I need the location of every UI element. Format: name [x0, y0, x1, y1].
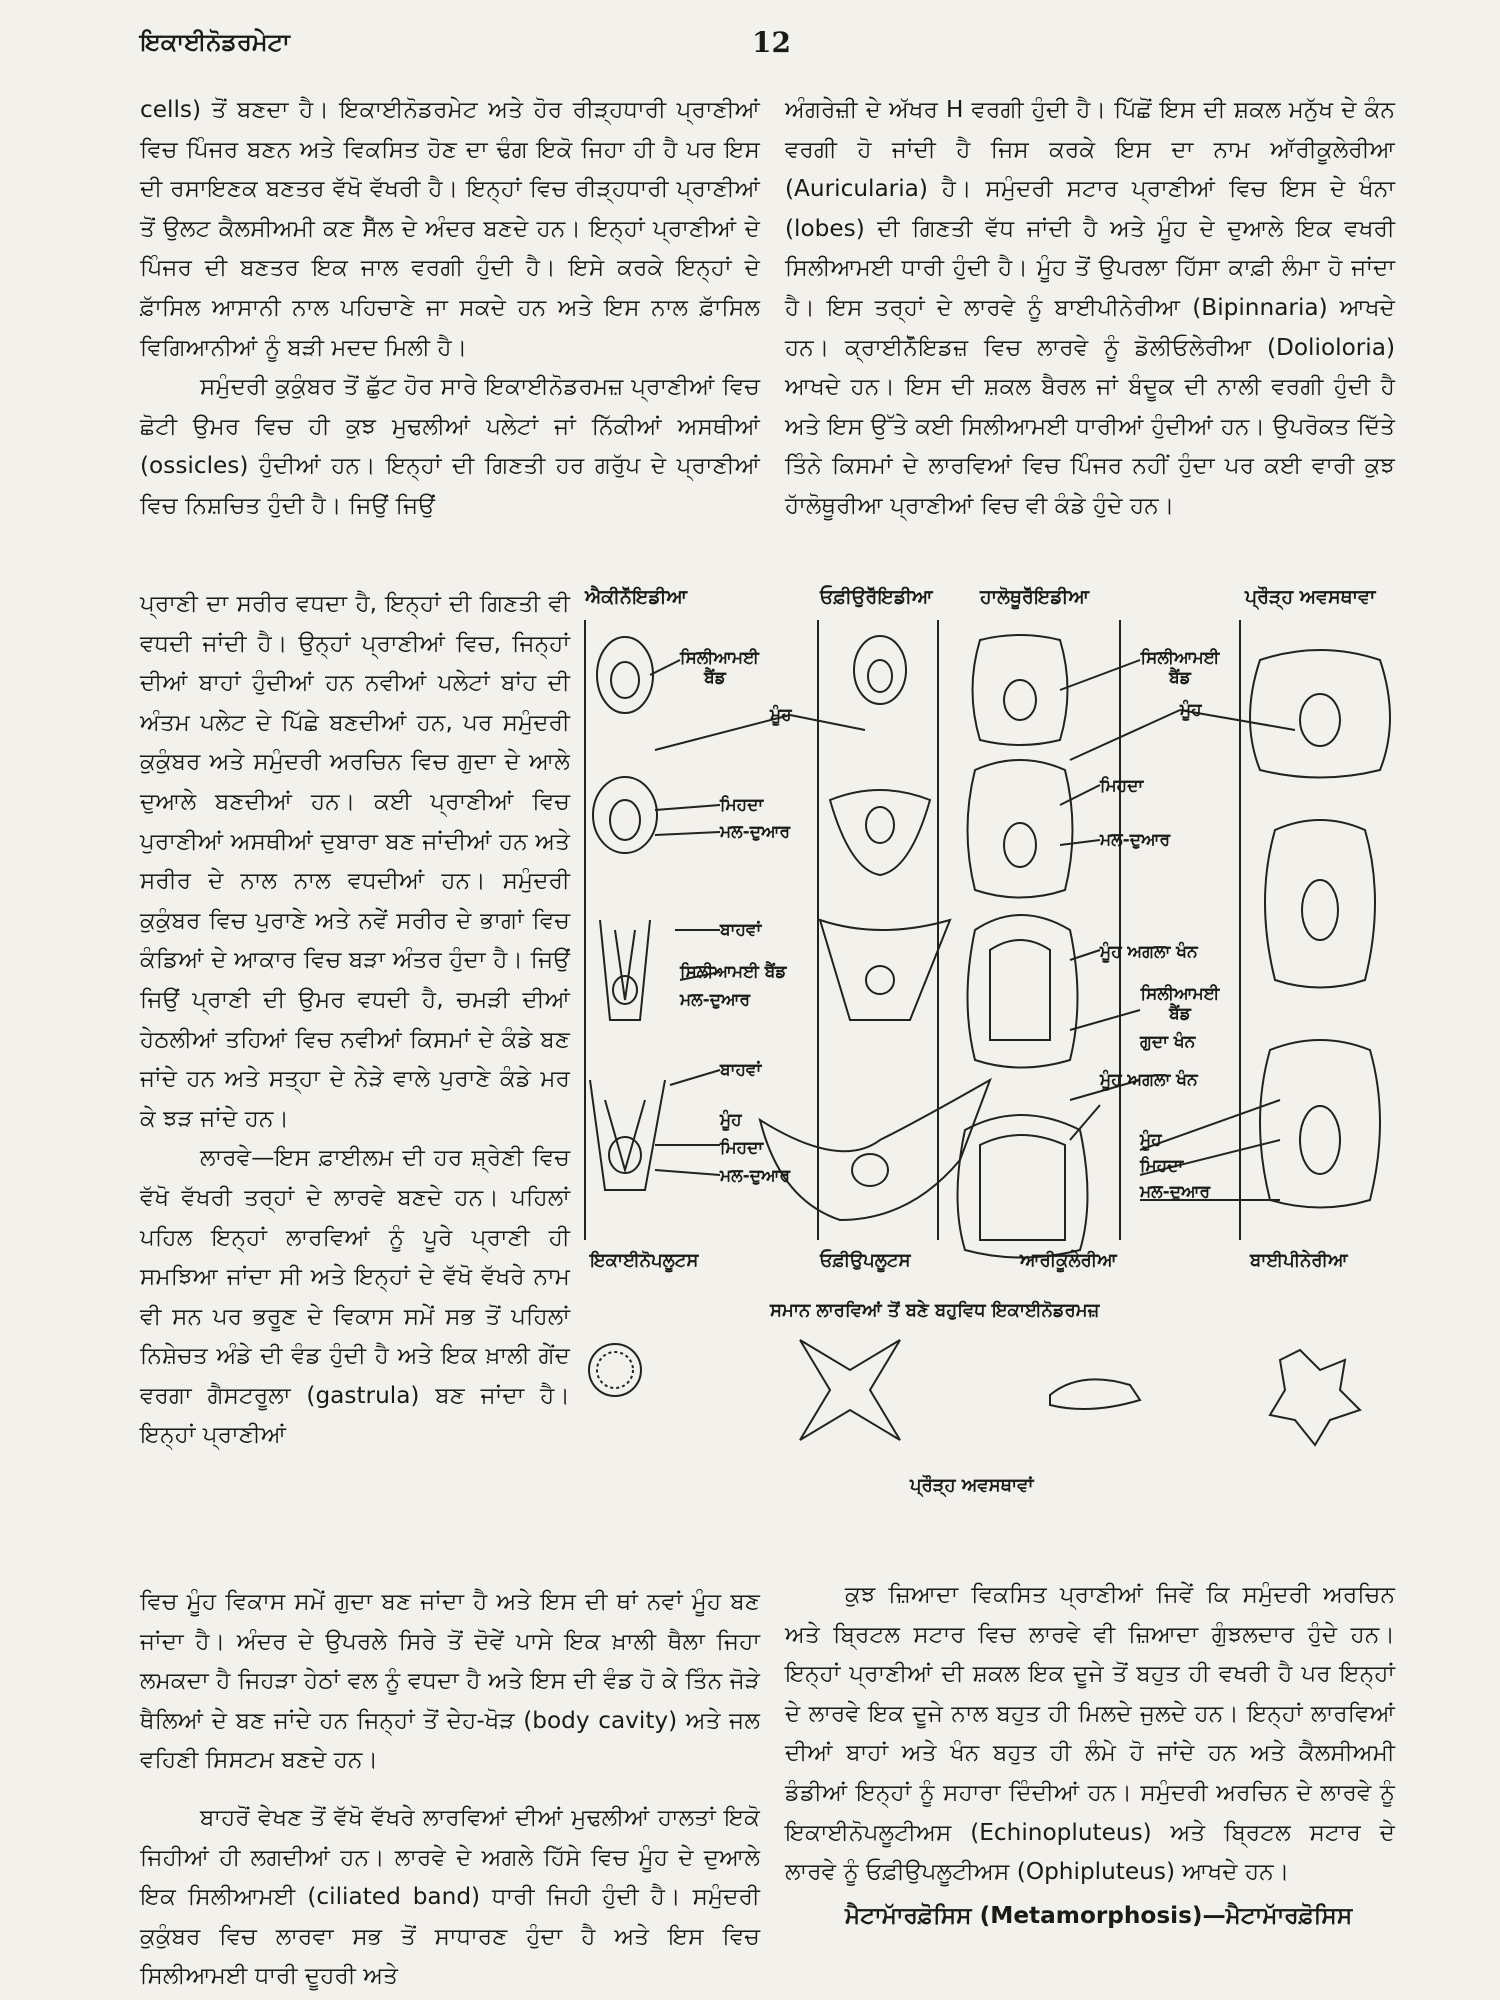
running-title: ਇਕਾਈਨੋਡਰਮੇਟਾ [140, 28, 290, 56]
label-stomach-right: ਮਿਹਦਾ [1100, 776, 1144, 796]
left-column-top [140, 90, 760, 526]
label-mouth-right: ਮੂੰਹ [1180, 700, 1202, 720]
larva-name-echinopluteus: ਇਕਾਈਨੋਪਲੂਟਸ [590, 1250, 699, 1271]
label-anus-2: ਮਲ-ਦੁਆਰ [680, 990, 751, 1010]
label-stomach: ਮਿਹਦਾ [720, 795, 764, 815]
column-heading-holothuroidea: ਹਾਲੋਥੂਰੋੱਇਡੀਆ [980, 586, 1090, 608]
label-mouth-right-2: ਮੂੰਹ [1140, 1130, 1162, 1150]
label-stomach-right-2: ਮਿਹਦਾ [1140, 1156, 1184, 1176]
label-anus: ਮਲ-ਦੁਆਰ [720, 822, 791, 842]
left-column-bottom [140, 1582, 760, 1996]
label-anal-lobe: ਗੁਦਾ ਖੰਨ [1140, 1032, 1196, 1052]
right-column-bottom [785, 1575, 1395, 1935]
larvae-figure [580, 586, 1410, 1520]
column-heading-echinoidea: ਐਕੀਨੋੱਇਡੀਆ [585, 586, 688, 608]
label-ciliary-band-2: ਸਿਲੀਆਮਈ ਬੈਂਡ [680, 962, 787, 982]
larva-name-auricularia: ਆਰੀਕੂਲੇਰੀਆ [1020, 1250, 1117, 1271]
figure-caption-adult: ਪ੍ਰੌੜ੍ਹ ਅਵਸਥਾਵਾਂ [910, 1475, 1034, 1496]
larva-name-ophiopluteus: ਓਫ਼ੀਉਪਲੂਟਸ [820, 1250, 911, 1271]
label-mouth-front-lobe: ਮੂੰਹ ਅਗਲਾ ਖੰਨ [1100, 942, 1198, 962]
label-anus-right: ਮਲ-ਦੁਆਰ [1100, 830, 1171, 850]
larva-name-bipinnaria: ਬਾਈਪੀਨੇਰੀਆ [1250, 1250, 1348, 1271]
label-anus-right-2: ਮਲ-ਦੁਆਰ [1140, 1182, 1211, 1202]
column-heading-adult-stages: ਪ੍ਰੌੜ੍ਹ ਅਵਸਥਾਵਾ [1245, 586, 1376, 608]
right-column-top [785, 90, 1395, 526]
figure-caption-main: ਸਮਾਨ ਲਾਰਵਿਆਂ ਤੋਂ ਬਣੇ ਬਹੁਵਿਧ ਇਕਾਈਨੋਡਰਮਜ਼ [770, 1300, 1100, 1321]
label-mouth-2: ਮੂੰਹ [720, 1110, 742, 1130]
paragraph-pluteus: ਕੁਝ ਜ਼ਿਆਦਾ ਵਿਕਸਿਤ ਪ੍ਰਾਣੀਆਂ ਜਿਵੇਂ ਕਿ ਸਮੁੰਦਰੀ ਅਰਚਿਨ ਅਤੇ ਬ੍ਰਿਟਲ ਸਟਾਰ ਵਿਚ ਲਾਰਵੇ ਵੀ ਜ਼ਿਆਦਾ ਗੁੰਝਲਦਾਰ ਹੁੰਦੇ ਹਨ। ਇਨ੍ਹਾਂ ਪ੍ਰਾਣੀਆਂ ਦੀ ਸ਼ਕਲ ਇਕ ਦੂਜੇ ਤੋਂ ਬਹੁਤ ਹੀ ਵਖਰੀ ਹੈ ਪਰ ਇਨ੍ਹਾਂ ਦੇ ਲਾਰਵੇ ਇਕ ਦੂਜੇ ਨਾਲ ਬਹੁਤ ਹੀ ਮਿਲਦੇ ਜੁਲਦੇ ਹਨ। ਇਨ੍ਹਾਂ ਲਾਰਵਿਆਂ ਦੀਆਂ ਬਾਹਾਂ ਅਤੇ ਖੰਨ ਬਹੁਤ ਹੀ ਲੰਮੇ ਹੋ ਜਾਂਦੇ ਹਨ ਅਤੇ ਕੈਲਸੀਅਮੀ ਡੰਡੀਆਂ ਇਨ੍ਹਾਂ ਨੂੰ ਸਹਾਰਾ ਦਿੰਦੀਆਂ ਹਨ। ਸਮੁੰਦਰੀ ਅਰਚਿਨ ਦੇ ਲਾਰਵੇ ਨੂੰ ਇਕਾਈਨੋਪਲੂਟੀਅਸ (Echinopluteus) ਅਤੇ ਬ੍ਰਿਟਲ ਸਟਾਰ ਦੇ ਲਾਰਵੇ ਨੂੰ ਓਫ਼ੀਉਪਲੂਟੀਅਸ (Ophipluteus) ਆਖਦੇ ਹਨ। [785, 1581, 1395, 1886]
larvae-drawings [580, 600, 1410, 1520]
paragraph-development: ਵਿਚ ਮੂੰਹ ਵਿਕਾਸ ਸਮੇਂ ਗੁਦਾ ਬਣ ਜਾਂਦਾ ਹੈ ਅਤੇ ਇਸ ਦੀ ਥਾਂ ਨਵਾਂ ਮੂੰਹ ਬਣ ਜਾਂਦਾ ਹੈ। ਅੰਦਰ ਦੇ ਉਪਰਲੇ ਸਿਰੇ ਤੋਂ ਦੋਵੇਂ ਪਾਸੇ ਇਕ ਖ਼ਾਲੀ ਥੈਲਾ ਜਿਹਾ ਲਮਕਦਾ ਹੈ ਜਿਹੜਾ ਹੇਠਾਂ ਵਲ ਨੂੰ ਵਧਦਾ ਹੈ ਅਤੇ ਇਸ ਦੀ ਵੰਡ ਹੋ ਕੇ ਤਿੰਨ ਜੋੜੇ ਥੈਲਿਆਂ ਦੇ ਬਣ ਜਾਂਦੇ ਹਨ ਜਿਨ੍ਹਾਂ ਤੋਂ ਦੇਹ-ਖੋੜ (body cavity) ਅਤੇ ਜਲ ਵਹਿਣੀ ਸਿਸਟਮ ਬਣਦੇ ਹਨ। [140, 1588, 760, 1774]
label-ciliary-band-right: ਸਿਲੀਆਮਈ ਬੈਂਡ [1140, 648, 1220, 688]
label-arms-2: ਬਾਹਵਾਂ [720, 1060, 762, 1080]
label-ciliary-band-right-2: ਸਿਲੀਆਮਈ ਬੈਂਡ [1140, 984, 1220, 1024]
label-mouth: ਮੂੰਹ [770, 705, 792, 725]
metamorphosis-heading: ਮੈਟਾਮਾੱਰਫ਼ੋਸਿਸ (Metamorphosis)—ਮੈਟਾਮਾੱਰਫ਼ੋਸਿਸ [845, 1901, 1353, 1929]
label-arms: ਬਾਹਵਾਂ [720, 920, 762, 940]
paragraph-ossicles: ਸਮੁੰਦਰੀ ਕੁਕੁੰਬਰ ਤੋਂ ਛੁੱਟ ਹੋਰ ਸਾਰੇ ਇਕਾਈਨੋਡਰਮਜ਼ ਪ੍ਰਾਣੀਆਂ ਵਿਚ ਛੋਟੀ ਉਮਰ ਵਿਚ ਹੀ ਕੁਝ ਮੁਢਲੀਆਂ ਪਲੇਟਾਂ ਜਾਂ ਨਿੱਕੀਆਂ ਅਸਥੀਆਂ (ossicles) ਹੁੰਦੀਆਂ ਹਨ। ਇਨ੍ਹਾਂ ਦੀ ਗਿਣਤੀ ਹਰ ਗਰੁੱਪ ਦੇ ਪ੍ਰਾਣੀਆਂ ਵਿਚ ਨਿਸ਼ਚਿਤ ਹੁੰਦੀ ਹੈ। ਜਿਉਂ ਜਿਉਂ [140, 373, 760, 519]
label-anus-3: ਮਲ-ਦੁਆਰ [720, 1166, 791, 1186]
label-stomach-2: ਮਿਹਦਾ [720, 1138, 764, 1158]
label-mouth-front-lobe-2: ਮੂੰਹ ਅਗਲਾ ਖੰਨ [1100, 1070, 1198, 1090]
paragraph-skeleton: cells) ਤੋਂ ਬਣਦਾ ਹੈ। ਇਕਾਈਨੋਡਰਮੇਟ ਅਤੇ ਹੋਰ ਰੀੜ੍ਹਧਾਰੀ ਪ੍ਰਾਣੀਆਂ ਵਿਚ ਪਿੰਜਰ ਬਣਨ ਅਤੇ ਵਿਕਸਿਤ ਹੋਣ ਦਾ ਢੰਗ ਇਕੋ ਜਿਹਾ ਹੀ ਹੈ ਪਰ ਇਸ ਦੀ ਰਸਾਇਣਕ ਬਣਤਰ ਵੱਖੋ ਵੱਖਰੀ ਹੈ। ਇਨ੍ਹਾਂ ਵਿਚ ਰੀੜ੍ਹਧਾਰੀ ਪ੍ਰਾਣੀਆਂ ਤੋਂ ਉਲਟ ਕੈਲਸੀਅਮੀ ਕਣ ਸੈੱਲ ਦੇ ਅੰਦਰ ਬਣਦੇ ਹਨ। ਇਨ੍ਹਾਂ ਪ੍ਰਾਣੀਆਂ ਦੇ ਪਿੰਜਰ ਦੀ ਬਣਤਰ ਇਕ ਜਾਲ ਵਰਗੀ ਹੁੰਦੀ ਹੈ। ਇਸੇ ਕਰਕੇ ਇਨ੍ਹਾਂ ਦੇ ਫ਼ਾੱਸਿਲ ਆਸਾਨੀ ਨਾਲ ਪਹਿਚਾਣੇ ਜਾ ਸਕਦੇ ਹਨ ਅਤੇ ਇਸ ਨਾਲ ਫ਼ਾੱਸਿਲ ਵਿਗਿਆਨੀਆਂ ਨੂੰ ਬੜੀ ਮਦਦ ਮਿਲੀ ਹੈ। [140, 96, 760, 361]
paragraph-larvae: ਲਾਰਵੇ—ਇਸ ਫ਼ਾਈਲਮ ਦੀ ਹਰ ਸ਼੍ਰੇਣੀ ਵਿਚ ਵੱਖੋ ਵੱਖਰੀ ਤਰ੍ਹਾਂ ਦੇ ਲਾਰਵੇ ਬਣਦੇ ਹਨ। ਪਹਿਲਾਂ ਪਹਿਲ ਇਨ੍ਹਾਂ ਲਾਰਵਿਆਂ ਨੂੰ ਪੂਰੇ ਪ੍ਰਾਣੀ ਹੀ ਸਮਝਿਆ ਜਾਂਦਾ ਸੀ ਅਤੇ ਇਨ੍ਹਾਂ ਦੇ ਵੱਖੋ ਵੱਖਰੇ ਨਾਮ ਵੀ ਸਨ ਪਰ ਭਰੂਣ ਦੇ ਵਿਕਾਸ ਸਮੇਂ ਸਭ ਤੋਂ ਪਹਿਲਾਂ ਨਿਸ਼ੇਚਤ ਅੰਡੇ ਦੀ ਵੰਡ ਹੁੰਦੀ ਹੈ ਅਤੇ ਇਕ ਖ਼ਾਲੀ ਗੇਂਦ ਵਰਗਾ ਗੈਸਟਰੂਲਾ (gastrula) ਬਣ ਜਾਂਦਾ ਹੈ। ਇਨ੍ਹਾਂ ਪ੍ਰਾਣੀਆਂ [140, 1144, 570, 1449]
paragraph-early-stages: ਬਾਹਰੋਂ ਵੇਖਣ ਤੋਂ ਵੱਖੋ ਵੱਖਰੇ ਲਾਰਵਿਆਂ ਦੀਆਂ ਮੁਢਲੀਆਂ ਹਾਲਤਾਂ ਇਕੋ ਜਿਹੀਆਂ ਹੀ ਲਗਦੀਆਂ ਹਨ। ਲਾਰਵੇ ਦੇ ਅਗਲੇ ਹਿੱਸੇ ਵਿਚ ਮੂੰਹ ਦੇ ਦੁਆਲੇ ਇਕ ਸਿਲੀਆਮਈ (ciliated band) ਧਾਰੀ ਜਿਹੀ ਹੁੰਦੀ ਹੈ। ਸਮੁੰਦਰੀ ਕੁਕੁੰਬਰ ਵਿਚ ਲਾਰਵਾ ਸਭ ਤੋਂ ਸਾਧਾਰਣ ਹੁੰਦਾ ਹੈ ਅਤੇ ਇਸ ਵਿਚ ਸਿਲੀਆਮਈ ਧਾਰੀ ਦੂਹਰੀ ਅਤੇ [140, 1803, 760, 1990]
label-ciliary-band: ਸਿਲੀਆਮਈ ਬੈਂਡ [680, 648, 759, 688]
paragraph-auricularia: ਅੰਗਰੇਜ਼ੀ ਦੇ ਅੱਖਰ H ਵਰਗੀ ਹੁੰਦੀ ਹੈ। ਪਿੱਛੋਂ ਇਸ ਦੀ ਸ਼ਕਲ ਮਨੁੱਖ ਦੇ ਕੰਨ ਵਰਗੀ ਹੋ ਜਾਂਦੀ ਹੈ ਜਿਸ ਕਰਕੇ ਇਸ ਦਾ ਨਾਮ ਆੱਰੀਕੂਲੇਰੀਆ (Auricularia) ਹੈ। ਸਮੁੰਦਰੀ ਸਟਾਰ ਪ੍ਰਾਣੀਆਂ ਵਿਚ ਇਸ ਦੇ ਖੰਨਾ (lobes) ਦੀ ਗਿਣਤੀ ਵੱਧ ਜਾਂਦੀ ਹੈ ਅਤੇ ਮੂੰਹ ਦੇ ਦੁਆਲੇ ਇਕ ਵਖਰੀ ਸਿਲੀਆਮਈ ਧਾਰੀ ਹੁੰਦੀ ਹੈ। ਮੂੰਹ ਤੋਂ ਉਪਰਲਾ ਹਿੱਸਾ ਕਾਫ਼ੀ ਲੰਮਾ ਹੋ ਜਾਂਦਾ ਹੈ। ਇਸ ਤਰ੍ਹਾਂ ਦੇ ਲਾਰਵੇ ਨੂੰ ਬਾਈਪੀਨੇਰੀਆ (Bipinnaria) ਆਖਦੇ ਹਨ। ਕ੍ਰਾਈਨੋੱਇਡਜ਼ ਵਿਚ ਲਾਰਵੇ ਨੂੰ ਡੋਲੀਓਲੇਰੀਆ (Dolioloria) ਆਖਦੇ ਹਨ। ਇਸ ਦੀ ਸ਼ਕਲ ਬੈਰਲ ਜਾਂ ਬੰਦੂਕ ਦੀ ਨਾਲੀ ਵਰਗੀ ਹੁੰਦੀ ਹੈ ਅਤੇ ਇਸ ਉੱਤੇ ਕਈ ਸਿਲੀਆਮਈ ਧਾਰੀਆਂ ਹੁੰਦੀਆਂ ਹਨ। ਉਪਰੋਕਤ ਦਿੱਤੇ ਤਿੰਨੇ ਕਿਸਮਾਂ ਦੇ ਲਾਰਵਿਆਂ ਵਿਚ ਪਿੰਜਰ ਨਹੀਂ ਹੁੰਦਾ ਪਰ ਕਈ ਵਾਰੀ ਕੁਝ ਹਾੱਲੋਥੂਰੀਆ ਪ੍ਰਾਣੀਆਂ ਵਿਚ ਵੀ ਕੰਡੇ ਹੁੰਦੇ ਹਨ। [785, 96, 1395, 519]
column-heading-ophiuroidea: ਓਫ਼ੀਉਰੋੱਇਡੀਆ [820, 586, 933, 608]
page-number: 12 [752, 26, 791, 59]
left-column-narrow [140, 584, 570, 1455]
paragraph-growth: ਪ੍ਰਾਣੀ ਦਾ ਸਰੀਰ ਵਧਦਾ ਹੈ, ਇਨ੍ਹਾਂ ਦੀ ਗਿਣਤੀ ਵੀ ਵਧਦੀ ਜਾਂਦੀ ਹੈ। ਉਨ੍ਹਾਂ ਪ੍ਰਾਣੀਆਂ ਵਿਚ, ਜਿਨ੍ਹਾਂ ਦੀਆਂ ਬਾਹਾਂ ਹੁੰਦੀਆਂ ਹਨ ਨਵੀਆਂ ਪਲੇਟਾਂ ਬਾਂਹ ਦੀ ਅੰਤਮ ਪਲੇਟ ਦੇ ਪਿੱਛੇ ਬਣਦੀਆਂ ਹਨ, ਪਰ ਸਮੁੰਦਰੀ ਕੁਕੁੰਬਰ ਅਤੇ ਸਮੁੰਦਰੀ ਅਰਚਿਨ ਵਿਚ ਗੁਦਾ ਦੇ ਆਲੇ ਦੁਆਲੇ ਬਣਦੀਆਂ ਹਨ। ਕਈ ਪ੍ਰਾਣੀਆਂ ਵਿਚ ਪੁਰਾਣੀਆਂ ਅਸਥੀਆਂ ਦੁਬਾਰਾ ਬਣ ਜਾਂਦੀਆਂ ਹਨ ਅਤੇ ਸਰੀਰ ਦੇ ਨਾਲ ਨਾਲ ਵਧਦੀਆਂ ਹਨ। ਸਮੁੰਦਰੀ ਕੁਕੁੰਬਰ ਵਿਚ ਪੁਰਾਣੇ ਅਤੇ ਨਵੇਂ ਸਰੀਰ ਦੇ ਭਾਗਾਂ ਵਿਚ ਕੰਡਿਆਂ ਦੇ ਆਕਾਰ ਵਿਚ ਬੜਾ ਅੰਤਰ ਹੁੰਦਾ ਹੈ। ਜਿਉਂ ਜਿਉਂ ਪ੍ਰਾਣੀ ਦੀ ਉਮਰ ਵਧਦੀ ਹੈ, ਚਮੜੀ ਦੀਆਂ ਹੇਠਲੀਆਂ ਤਹਿਆਂ ਵਿਚ ਨਵੀਆਂ ਕਿਸਮਾਂ ਦੇ ਕੰਡੇ ਬਣ ਜਾਂਦੇ ਹਨ ਅਤੇ ਸਤ੍ਹਾ ਦੇ ਨੇੜੇ ਵਾਲੇ ਪੁਰਾਣੇ ਕੰਡੇ ਮਰ ਕੇ ਝੜ ਜਾਂਦੇ ਹਨ। [140, 590, 570, 1132]
